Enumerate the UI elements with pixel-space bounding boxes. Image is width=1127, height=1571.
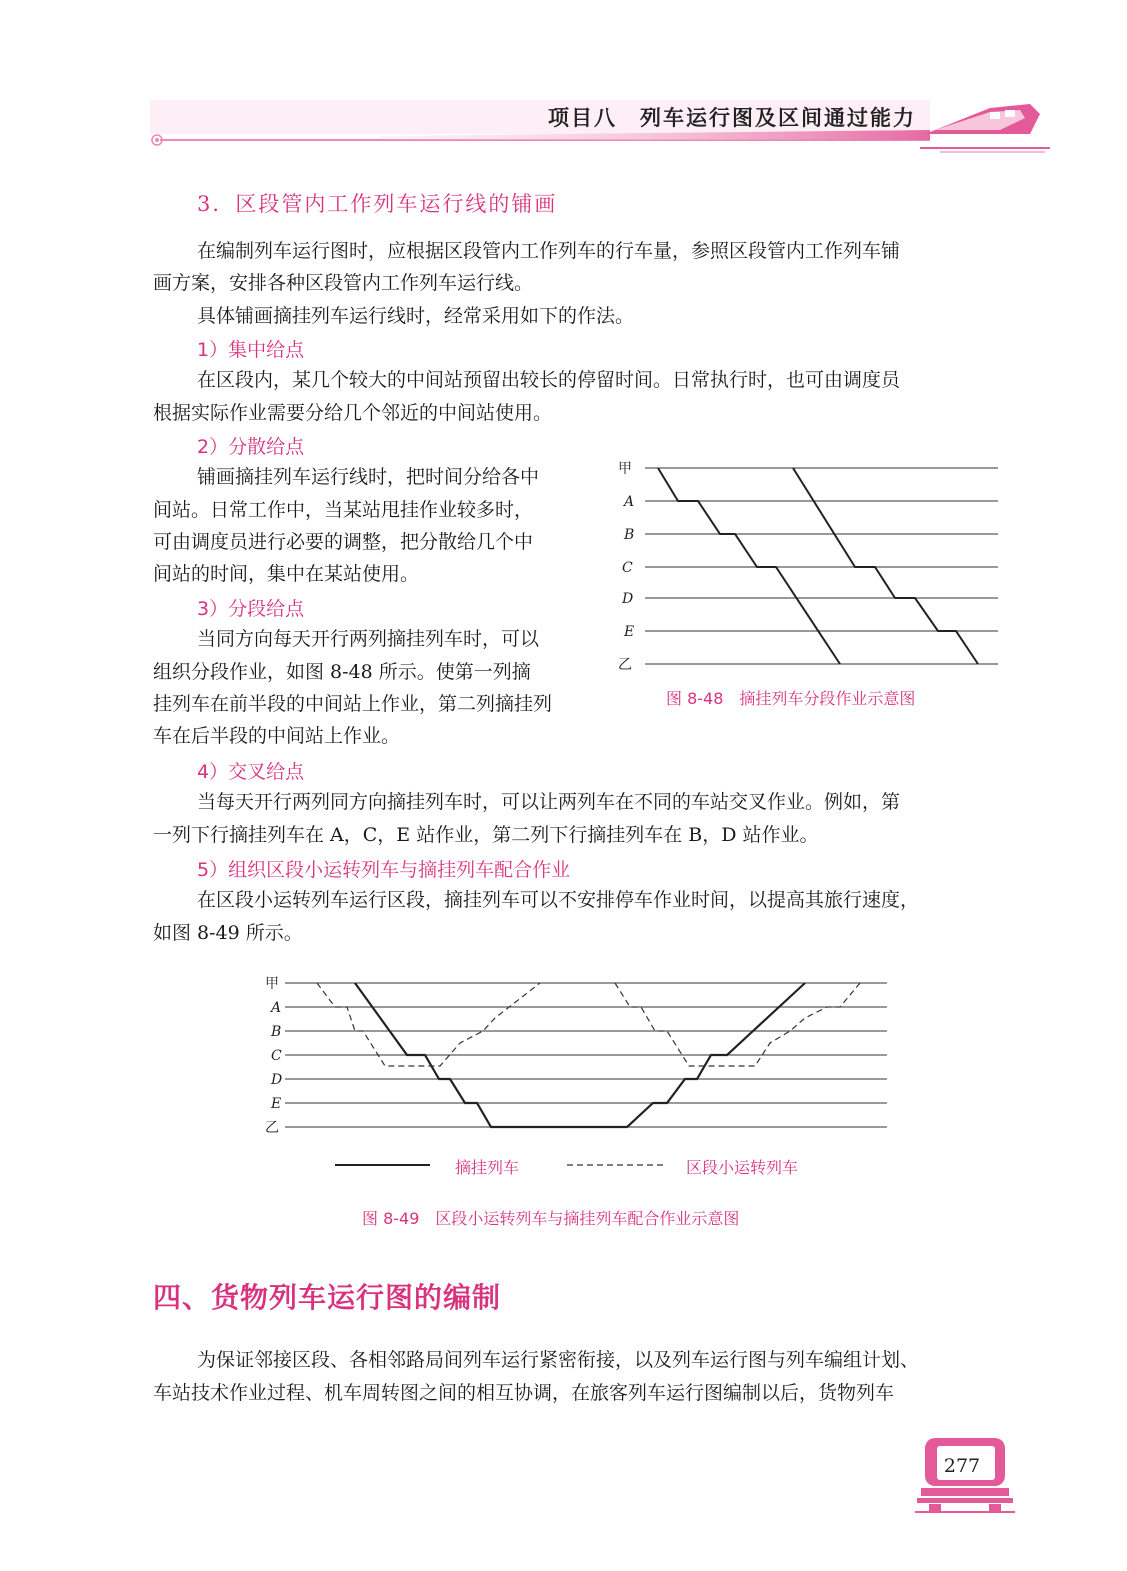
station-label: C bbox=[622, 560, 633, 576]
station-label: C bbox=[271, 1048, 282, 1064]
paragraph-line: 根据实际作业需要分给几个邻近的中间站使用。 bbox=[153, 402, 553, 424]
subheading: 4）交叉给点 bbox=[197, 761, 305, 783]
paragraph-line: 组织分段作业，如图 8-48 所示。使第一列摘 bbox=[153, 661, 531, 683]
figure-8-48 bbox=[610, 455, 1010, 675]
figure-8-49 bbox=[255, 968, 895, 1178]
station-label: A bbox=[271, 1000, 282, 1016]
station-label: B bbox=[271, 1024, 282, 1040]
legend-solid-label: 摘挂列车 bbox=[455, 1158, 520, 1177]
section-heading: 四、货物列车运行图的编制 bbox=[153, 1281, 502, 1314]
legend-dashed-label: 区段小运转列车 bbox=[686, 1158, 799, 1177]
station-label: D bbox=[271, 1072, 283, 1088]
paragraph-line: 画方案，安排各种区段管内工作列车运行线。 bbox=[153, 272, 534, 294]
station-label: 乙 bbox=[618, 657, 632, 673]
figure-caption: 图 8-49 区段小运转列车与摘挂列车配合作业示意图 bbox=[362, 1209, 740, 1228]
transfer-train-line-1 bbox=[317, 983, 540, 1066]
paragraph-line: 在区段内，某几个较大的中间站预留出较长的停留时间。日常执行时，也可由调度员 bbox=[197, 369, 901, 391]
paragraph-line: 如图 8-49 所示。 bbox=[153, 922, 303, 944]
figure-caption: 图 8-48 摘挂列车分段作业示意图 bbox=[666, 689, 916, 708]
subheading: 5）组织区段小运转列车与摘挂列车配合作业 bbox=[197, 859, 571, 881]
section-heading: 3．区段管内工作列车运行线的铺画 bbox=[197, 192, 558, 216]
subheading: 1）集中给点 bbox=[197, 339, 305, 361]
station-label: B bbox=[624, 527, 635, 543]
paragraph-line: 为保证邻接区段、各相邻路局间列车运行紧密衔接，以及列车运行图与列车编组计划、 bbox=[197, 1349, 920, 1371]
station-label: 甲 bbox=[618, 461, 632, 477]
paragraph-line: 间站。日常工作中，当某站甩挂作业较多时， bbox=[153, 499, 534, 521]
header-title: 项目八 列车运行图及区间通过能力 bbox=[548, 106, 916, 130]
paragraph-line: 可由调度员进行必要的调整，把分散给几个中 bbox=[153, 531, 534, 553]
paragraph-line: 间站的时间，集中在某站使用。 bbox=[153, 563, 420, 585]
paragraph-line: 挂列车在前半段的中间站上作业，第二列摘挂列 bbox=[153, 693, 553, 715]
station-label: E bbox=[624, 624, 635, 640]
transfer-train-line-2 bbox=[615, 983, 860, 1066]
station-label: D bbox=[622, 591, 634, 607]
station-label: 乙 bbox=[265, 1120, 279, 1136]
train-icon bbox=[920, 104, 1050, 152]
paragraph-line: 在区段小运转列车运行区段，摘挂列车可以不安排停车作业时间，以提高其旅行速度， bbox=[197, 889, 920, 911]
station-label: 甲 bbox=[265, 976, 279, 992]
subheading: 3）分段给点 bbox=[197, 598, 305, 620]
paragraph-line: 具体铺画摘挂列车运行线时，经常采用如下的作法。 bbox=[197, 305, 635, 327]
page-header bbox=[0, 90, 1127, 170]
paragraph-line: 车在后半段的中间站上作业。 bbox=[153, 725, 401, 747]
subheading: 2）分散给点 bbox=[197, 436, 305, 458]
paragraph-line: 铺画摘挂列车运行线时，把时间分给各中 bbox=[197, 466, 540, 488]
station-label: A bbox=[624, 494, 635, 510]
paragraph-line: 在编制列车运行图时，应根据区段管内工作列车的行车量，参照区段管内工作列车铺 bbox=[197, 240, 901, 262]
train-line-1 bbox=[658, 468, 840, 664]
paragraph-line: 车站技术作业过程、机车周转图之间的相互协调，在旅客列车运行图编制以后，货物列车 bbox=[153, 1382, 895, 1404]
paragraph-line: 当同方向每天开行两列摘挂列车时，可以 bbox=[197, 628, 540, 650]
page-number: 277 bbox=[943, 1455, 981, 1477]
paragraph-line: 当每天开行两列同方向摘挂列车时，可以让两列车在不同的车站交叉作业。例如，第 bbox=[197, 791, 901, 813]
paragraph-line: 一列下行摘挂列车在 A，C，E 站作业，第二列下行摘挂列车在 B，D 站作业。 bbox=[153, 824, 819, 846]
station-label: E bbox=[271, 1096, 282, 1112]
